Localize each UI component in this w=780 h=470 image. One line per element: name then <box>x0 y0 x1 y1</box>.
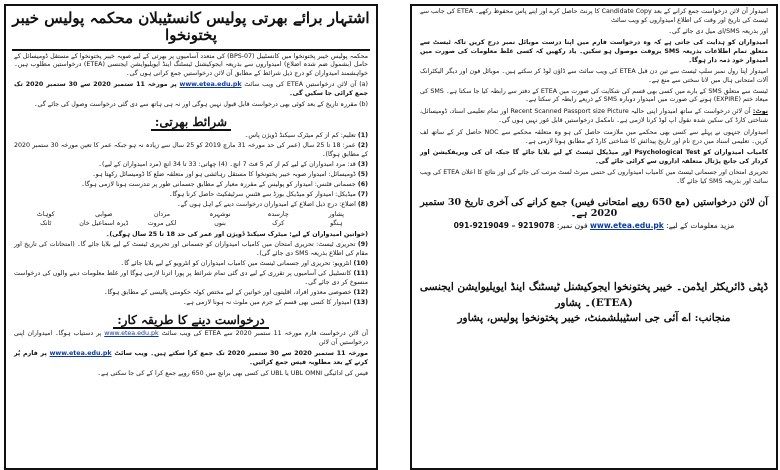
apply-heading: درخواست دینے کا طریقہ کار: <box>6 313 376 327</box>
criteria-item: (1) تعلیم: کم از کم میٹرک سیکنڈ ڈویژن پاس۔ <box>244 132 368 140</box>
criteria-item: (10) انٹرویو: تحریری اور جسمانی ٹیسٹ میں کامیاب امیدواران کو انٹرویو کے لیے بلایا جائے گا۔ <box>120 260 368 268</box>
right-top-paragraph-1: امیدوار آن لائن درخواست جمع کرانے کے بعد Candidate Copy کا پرنٹ حاصل کرے اور اپنے پاس محفوظ رکھے۔ ETEA کی جانب سے ٹیسٹ کی تاریخ اور وقت کی اطلاع امیدواروں کو ویب سائٹ <box>420 8 768 24</box>
district-item: ہنگو <box>330 219 343 227</box>
contact-phone-label: فون نمبر: <box>556 220 588 230</box>
criteria-item: (3) قد: مرد امیدواران کے لیے کم از کم 5 فٹ 7 انچ۔ (4) چھاتی: 33 تا 34 انچ (مرد امیدواران کے لیے)۔ <box>98 160 368 168</box>
criteria-item: (11) کانسٹیبل کی آسامیوں پر تقرری کے لیے دی گئی تمام شرائط پر پورا اترنا لازمی ہوگا اور غلط معلومات دینے والوں کی درخواست منسوخ کر دی جائے گی۔ <box>14 270 368 287</box>
note-paragraph-2: امیدواران جنہوں نے پہلے سے کسی بھی محکمے میں ملازمت حاصل کی ہو وہ متعلقہ محکمے سے NOC حاصل کر کے ساتھ لف کریں۔ تعلیمی اسناد میں درج نام اور تاریخ پیدائش کا شناختی کارڈ کے مطابق ہونا لازمی ہے۔ <box>420 129 768 146</box>
etea-website-link[interactable]: www.etea.edu.pk <box>104 330 159 337</box>
district-item: ڈیرہ اسماعیل خان <box>79 219 129 227</box>
apply-step-1: آن لائن درخواست فارم مورخہ 11 ستمبر 2020 سے ETEA کی ویب سائٹ www.etea.edu.pk پر دستیاب ہوگا۔ امیدواران اپنی درخواستیں آن لائن <box>14 330 368 346</box>
contact-prefix: مزید معلومات کے لیے: <box>666 220 735 230</box>
district-item: لکی مروت <box>147 219 177 227</box>
note-paragraph <box>420 108 768 126</box>
criteria-item: (7) میڈیکل: امیدوار کو میڈیکل بورڈ سے فٹنس سرٹیفکیٹ حاصل کرنا ہوگا۔ <box>168 190 368 198</box>
point-a <box>14 81 368 99</box>
note-paragraph-3: کامیاب امیدواران کو Psychological Test اور میڈیکل ٹیسٹ کے لیے بلایا جائے گا جبکہ ان کی ویریفکیشن اور کردار کی جانچ پڑتال متعلقہ اداروں سے کرائی جائے گی۔ <box>420 149 769 166</box>
apply-step-3: فیس کی ادائیگی UBL OMNI یا UBL کی کسی بھی برانچ میں 650 روپے جمع کرا کے کی جا سکتی ہے۔ <box>97 369 368 377</box>
right-top-paragraph-3: امیدواران کو ہدایت کی جاتی ہے کہ وہ درخواست فارم میں اپنا درست موبائل نمبر درج کریں تاکہ ٹیسٹ سے متعلق تمام اطلاعات بذریعہ SMS بروقت موصول ہو سکیں۔ یاد رکھیں کہ کسی غلط معلومات کی صورت میں امیدوار خود ذمہ دار ہوگا۔ <box>420 38 768 64</box>
criteria-item: (6) جسمانی فٹنس: امیدوار کو پولیس کے مقررہ معیار کے مطابق جسمانی طور پر تندرست ہونا لازمی ہوگا۔ <box>81 180 368 188</box>
etea-website-link[interactable]: www.etea.edu.pk <box>179 81 242 89</box>
intro-paragraph: محکمہ پولیس خیبر پختونخوا میں کانسٹیبل (BPS-07) کی متعدد آسامیوں پر بھرتی کے لیے صوبہ خیبر پختونخوا کے مستقل ڈومیسائل کے حامل (بشمول ضم شدہ اضلاع) امیدواروں سے بذریعہ ایجوکیشنل ٹیسٹنگ اینڈ ایویلیوایشن ایجنسی (ETEA) درخواستیں مطلوب ہیں۔ خواہشمند امیدواران کو درج ذیل شرائط کے مطابق آن لائن درخواستیں جمع کرانی ہوں گی۔ <box>14 52 369 78</box>
district-item: نوشہرہ <box>209 210 231 218</box>
advertisement-panel-right <box>410 4 778 470</box>
contact-info <box>418 221 770 230</box>
apply-step-2: مورخہ 11 ستمبر 2020 سے 30 ستمبر 2020 تک جمع کرا سکتے ہیں۔ ویب سائٹ www.etea.edu.pk پر فارم پُر کرنے کے بعد مطلوبہ فیس جمع کرائیں۔ <box>14 349 368 366</box>
right-top-paragraph-4: امیدوار اپنا رول نمبر سلپ ٹیسٹ سے تین دن قبل ETEA کی ویب سائٹ سے ڈاؤن لوڈ کر سکتے ہیں۔ موبائل فون اور دیگر الیکٹرانک آلات امتحانی ہال میں لانا سختی سے منع ہے۔ <box>420 67 769 84</box>
district-item: مردان <box>153 210 170 218</box>
point-b: (b) مقررہ تاریخ کے بعد کوئی بھی درخواست قابل قبول نہیں ہوگی اور نہ ہی ہاتھ سے دی گئی درخواست وصول کی جائے گی۔ <box>33 101 368 109</box>
point-a-suffix: پر مورخہ 11 ستمبر 2020 سے 30 ستمبر 2020 تک جمع کرائی جا سکیں گی۔ <box>14 81 368 98</box>
districts-note: (خواتین امیدواران کے لیے: میٹرک سیکنڈ ڈویژن اور عمر کی حد 18 تا 25 سال ہوگی)۔ <box>105 230 368 238</box>
criteria-item: (13) امیدوار کا کسی بھی قسم کے جرم میں ملوث نہ ہونا لازمی ہے۔ <box>182 299 368 307</box>
etea-website-link[interactable]: www.etea.edu.pk <box>49 349 112 357</box>
note-label: نوٹ: <box>752 108 769 116</box>
district-item: کوہاٹ <box>36 210 55 218</box>
district-list <box>18 211 364 229</box>
issuer-line-1: ڈپٹی ڈائریکٹر ایڈمن۔ خیبر پختونخوا ایجوکیشنل ٹیسٹنگ اینڈ ایویلیوایشن ایجنسی (ETEA)۔ پشاور <box>419 280 769 309</box>
criteria-item: (8) اضلاع: درج ذیل اضلاع کے امیدواران درخواست دینے کے اہل ہوں گے۔ <box>176 200 368 208</box>
issuer-line-2: منجانب: اے آئی جی اسٹیبلشمنٹ، خیبر پختونخوا پولیس، پشاور <box>457 312 731 325</box>
spacer <box>412 232 776 274</box>
right-top-paragraph-2: اور بذریعہ SMS/ای میل دی جائے گی۔ <box>668 27 768 35</box>
title-divider <box>12 49 370 51</box>
criteria-item: (2) عمر: 18 تا 25 سال (عمر کی حد مورخہ 31 مارچ 2019 کو 25 سال سے زیادہ نہ ہو جبکہ عمر کا تعین مورخہ 30 ستمبر 2020 کے مطابق ہوگا)۔ <box>14 142 368 158</box>
ad-title: اشتہار برائے بھرتی پولیس کانسٹیبلان محکمہ پولیس خیبر پختونخوا <box>12 9 370 45</box>
criteria-heading: شرائط بھرتی: <box>6 115 376 129</box>
note-text: آن لائن درخواست کے ساتھ امیدوار اپنی حالیہ Recent Scanned Passport size Picture اور تمام تعلیمی اسناد، ڈومیسائل، شناختی کارڈ کی سکین شدہ نقول اپ لوڈ کرنا لازمی ہے۔ نامکمل درخواستیں قابل غور نہیں ہوں گی۔ <box>420 108 768 125</box>
right-top-paragraph-5: ٹیسٹ سے متعلق SMS کے بارے میں کسی بھی قسم کی شکایت کی صورت میں ETEA کے دفتر سے رابطہ کیا جا سکتا ہے۔ SMS کی میعاد ختم (EXPIRE) ہونے کی صورت میں امیدوار دوبارہ SMS کے ذریعے رابطہ کر سکتا ہے۔ <box>420 87 769 104</box>
district-item: صوابی <box>95 210 113 218</box>
point-a-prefix: (a) آن لائن درخواستیں ETEA کی ویب سائٹ <box>244 81 368 89</box>
criteria-list <box>14 132 368 210</box>
criteria-list-continued <box>14 241 368 308</box>
district-item: پشاور <box>328 210 344 218</box>
note-paragraph-4: تحریری امتحان اور جسمانی ٹیسٹ میں کامیاب امیدواروں کی حتمی میرٹ لسٹ مرتب کی جائے گی اور نتائج کا اعلان ETEA کی ویب سائٹ اور بذریعہ SMS کیا جائے گا۔ <box>420 169 768 185</box>
district-item: چارسدہ <box>267 210 289 218</box>
district-item: کرک <box>272 219 285 227</box>
contact-phones: 091-9219049 – 9219078 <box>453 220 555 230</box>
criteria-item: (9) تحریری ٹیسٹ: تحریری امتحان میں کامیاب امیدواران کو جسمانی اور تحریری ٹیسٹ کے لیے بلایا جائے گا۔ (امتحانات کی تاریخ اور مقام کی اطلاع بذریعہ SMS دی جائے گی)۔ <box>14 241 368 258</box>
issuer-signature <box>418 280 770 327</box>
district-item: بنوں <box>214 219 226 227</box>
etea-website-link[interactable]: www.etea.edu.pk <box>589 220 664 230</box>
criteria-item: (12) خصوصی معذور افراد، اقلیتوں اور خواتین کے لیے مختص کوٹہ حکومتی پالیسی کے مطابق ہوگا۔ <box>103 289 368 297</box>
district-item: ٹانک <box>40 219 52 227</box>
advertisement-panel-left <box>4 4 378 470</box>
criteria-item: (5) ڈومیسائل: امیدوار صوبہ خیبر پختونخوا کا مستقل رہائشی ہو اور متعلقہ ضلع کا ڈومیسائل رکھتا ہو۔ <box>91 170 368 178</box>
deadline-notice: آن لائن درخواستیں (مع 650 روپے امتحانی فیس) جمع کرانے کی آخری تاریخ 30 ستمبر 2020 ہے۔ <box>420 196 768 219</box>
